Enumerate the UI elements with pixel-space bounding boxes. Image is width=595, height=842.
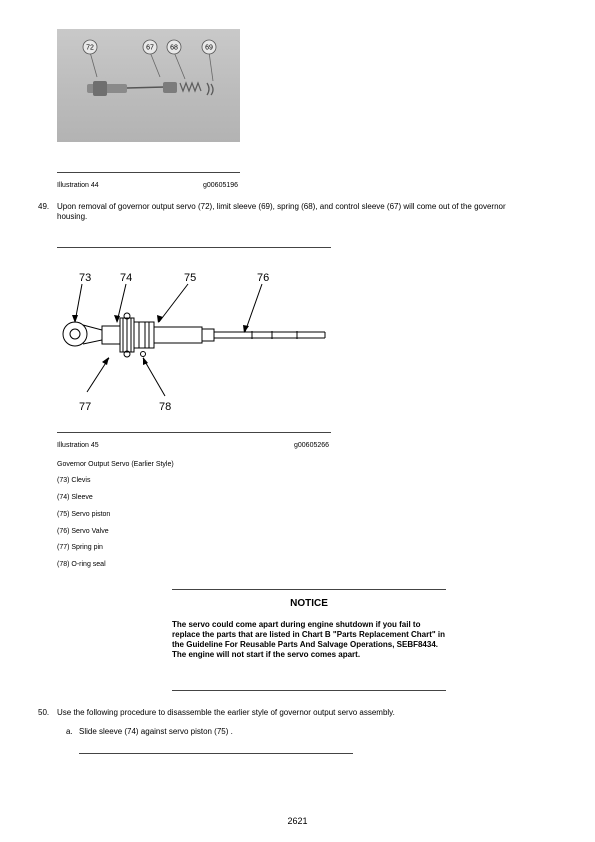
servo-cross-section-image: [57, 262, 331, 420]
illustration-45-label: Illustration 45: [57, 442, 99, 449]
governor-parts-photo-image: [57, 29, 240, 142]
part-list-item: (73) Clevis: [57, 477, 91, 484]
illustration-44-label: Illustration 44: [57, 182, 99, 189]
callout-72-icon: [83, 40, 97, 54]
notice-title: NOTICE: [290, 598, 328, 609]
illustration-45-caption: Governor Output Servo (Earlier Style): [57, 461, 174, 468]
part-list-item: (74) Sleeve: [57, 494, 93, 501]
callout-label: 68: [170, 44, 178, 52]
step-50-text: Use the following procedure to disassemble the earlier style of governor output servo assembly.: [57, 708, 395, 717]
callout-label: 67: [146, 44, 154, 52]
page-number: 2621: [287, 816, 308, 826]
callout-label: 72: [86, 44, 94, 52]
part-list-item: (77) Spring pin: [57, 544, 103, 551]
callout-73-label: 73: [79, 272, 92, 284]
callout-75-label: 75: [184, 272, 197, 284]
step-49-number: 49.: [38, 202, 50, 211]
illustration-45-top-rule: [57, 247, 331, 248]
callout-78-label: 78: [159, 401, 172, 413]
notice-bottom-rule: [172, 690, 446, 691]
illustration-45-code: g00605266: [294, 442, 330, 449]
callout-74-label: 74: [120, 272, 133, 284]
callout-67-icon: [143, 40, 157, 54]
next-illustration-rule: [79, 753, 353, 754]
step-49-text: Upon removal of governor output servo (72), limit sleeve (69), spring (68), and control sleeve (67) will come out of the governor housing.: [57, 202, 506, 221]
callout-label: 69: [205, 44, 213, 52]
callout-69-icon: [202, 40, 216, 54]
illustration-44-code: g00605196: [203, 182, 239, 189]
notice-text: The servo could come apart during engine shutdown if you fail to replace the parts that are listed in Chart B "Parts Replacement Chart" in the Guideline For Reusable Parts And Salvage Operations, SEBF8434. The engine will not start if the servo comes apart.: [172, 620, 445, 659]
step-50-number: 50.: [38, 708, 50, 717]
part-list-item: (76) Servo Valve: [57, 528, 109, 535]
illustration-45-bottom-rule: [57, 432, 331, 433]
notice-top-rule: [172, 589, 446, 590]
part-list-item: (75) Servo piston: [57, 511, 111, 518]
callout-77-label: 77: [79, 401, 92, 413]
step-50a-letter: a.: [66, 727, 73, 736]
callout-76-label: 76: [257, 272, 270, 284]
part-list-item: (78) O-ring seal: [57, 561, 106, 568]
step-50a-text: Slide sleeve (74) against servo piston (75) .: [79, 727, 233, 736]
callout-68-icon: [167, 40, 181, 54]
illustration-44-rule: [57, 172, 240, 173]
illustration-44-photo: [57, 29, 240, 142]
illustration-45-drawing: [57, 262, 331, 420]
